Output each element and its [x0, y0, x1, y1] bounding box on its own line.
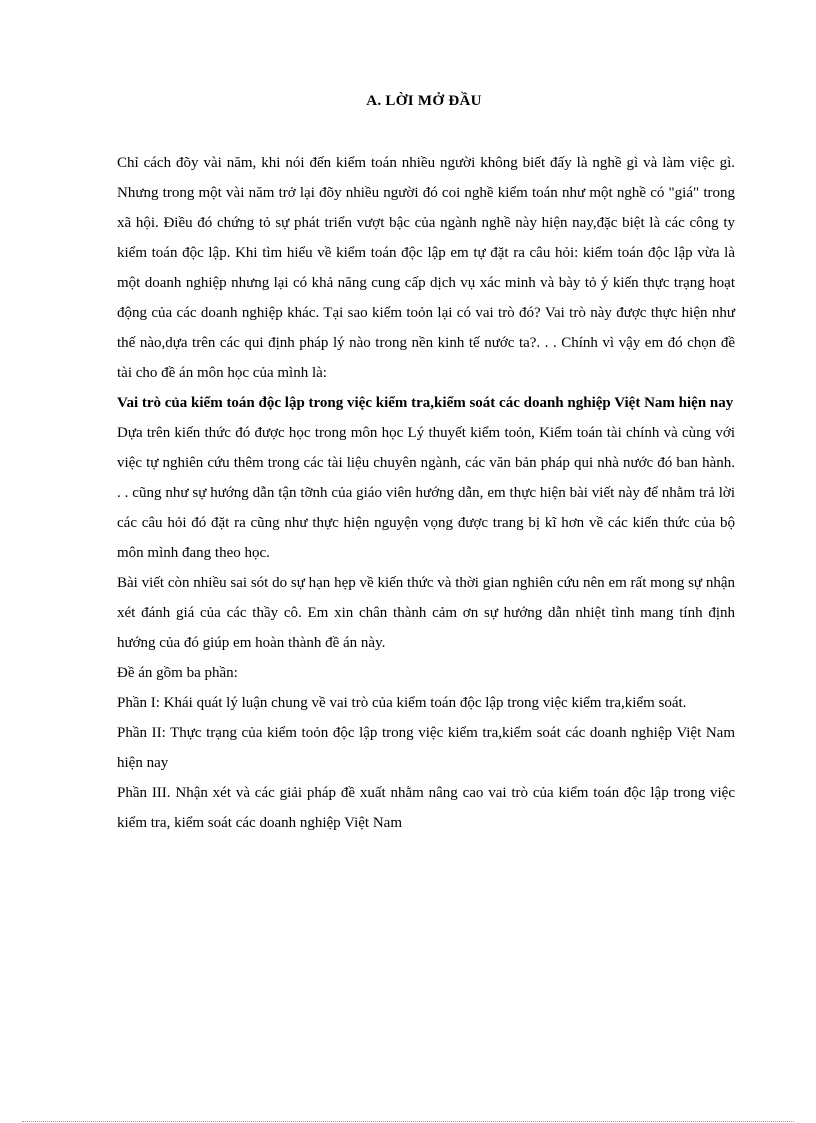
part-three: Phần III. Nhận xét và các giải pháp đề xuất nhằm nâng cao vai trò của kiểm toán độc lập trong việc kiểm tra, kiểm soát các doanh nghiệp Việt Nam	[117, 785, 735, 831]
document-body	[117, 148, 735, 838]
intro-paragraph: Chỉ cách đõy vài năm, khi nói đến kiểm toán nhiều người không biết đấy là nghề gì và làm việc gì. Nhưng trong một vài năm trở lại đõy nhiều người đó coi nghề kiểm toán như một nghề có "giá" trong xã hội. Điều đó chứng tỏ sự phát triển vượt bậc của ngành nghề này hiện nay,đặc biệt là các công ty kiểm toán độc lập. Khi tìm hiểu về kiểm toán độc lập em tự đặt ra câu hỏi: kiểm toán độc lập vừa là một doanh nghiệp nhưng lại có khả năng cung cấp dịch vụ xác minh và bày tỏ ý kiến thực trạng hoạt động của các doanh nghiệp khác. Tại sao kiểm toỏn lại có vai trò đó? Vai trò này được thực hiện như thế nào,dựa trên các qui định pháp lý nào trong nền kinh tế nước ta?. . . Chính vì vậy em đó chọn đề tài cho đề án môn học của mình là:	[117, 155, 735, 381]
part-two: Phần II: Thực trạng của kiểm toỏn độc lập trong việc kiểm tra,kiểm soát các doanh nghiệp Việt Nam hiện nay	[117, 725, 735, 771]
acknowledgement-paragraph: Bài viết còn nhiều sai sót do sự hạn hẹp về kiến thức và thời gian nghiên cứu nên em rất mong sự nhận xét đánh giá của các thầy cô. Em xin chân thành cảm ơn sự hướng dẫn nhiệt tình mang tính định hướng của đó giúp em hoàn thành đề án này.	[117, 575, 735, 651]
page-bottom-rule	[22, 1121, 794, 1122]
part-one: Phần I: Khái quát lý luận chung về vai trò của kiểm toán độc lập trong việc kiểm tra,kiểm soát.	[117, 695, 687, 711]
structure-heading: Đề án gồm ba phần:	[117, 665, 238, 681]
method-paragraph: Dựa trên kiến thức đó được học trong môn học Lý thuyết kiểm toỏn, Kiểm toán tài chính và cùng với việc tự nghiên cứu thêm trong các tài liệu chuyên ngành, các văn bản pháp qui nhà nước đó ban hành. . . cũng như sự hướng dẫn tận tỡnh của giáo viên hướng dẫn, em thực hiện bài viết này để nhằm trả lời các câu hỏi đó đặt ra cũng như thực hiện nguyện vọng được trang bị kĩ hơn về các kiến thức của bộ môn mình đang theo học.	[117, 425, 735, 561]
topic-title: Vai trò của kiểm toán độc lập trong việc kiểm tra,kiểm soát các doanh nghiệp Việt Nam hiện nay	[117, 395, 734, 411]
section-title: A. LỜI MỞ ĐẦU	[366, 93, 482, 109]
